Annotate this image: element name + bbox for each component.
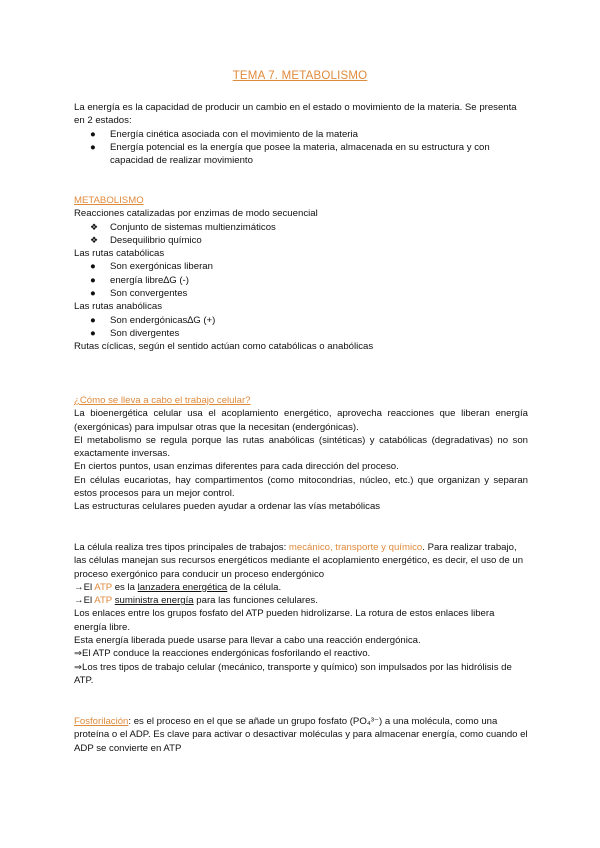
intro-paragraph: La energía es la capacidad de producir un cambio en el estado o movimiento de la materia. Se presenta en 2 estados: bbox=[74, 102, 517, 127]
term-heading: Fosforilación bbox=[74, 716, 129, 727]
bullet-icon: ● bbox=[90, 288, 96, 300]
atp-term: ATP bbox=[94, 595, 113, 607]
paragraph: ⇒Los tres tipos de trabajo celular (mecánico, transporte y químico) son impulsados por las hidrólisis de ATP. bbox=[74, 661, 512, 686]
paragraph: La bioenergética celular usa el acoplamiento energético, aprovecha reacciones que liberan energía (exergónicas) para impulsar otras que la necesitan (endergónicas). bbox=[74, 408, 528, 433]
underlined-term: lanzadera energética bbox=[137, 581, 228, 593]
intro-section bbox=[74, 101, 528, 167]
metabolismo-line: Reacciones catalizadas por enzimas de modo secuencial bbox=[74, 208, 318, 220]
bullet-icon: ● bbox=[90, 274, 96, 286]
diamond-icon: ❖ bbox=[90, 234, 99, 245]
paragraph: ⇒El ATP conduce la reacciones endergónicas fosforilando el reactivo. bbox=[74, 648, 371, 660]
metabolismo-section bbox=[74, 194, 528, 354]
paragraph: El metabolismo se regula porque las rutas anabólicas (sintéticas) y catabólicas (degradativas) no son exactamente inversas. bbox=[74, 434, 528, 460]
list-item: ● Son convergentes bbox=[90, 288, 188, 300]
enzyme-list bbox=[74, 221, 528, 248]
paragraph: Los enlaces entre los grupos fosfato del ATP pueden hidrolizarse. La rotura de estos enlaces libera energía libre. bbox=[74, 608, 495, 633]
catabolic-list bbox=[74, 260, 528, 300]
atp-line: →El ATP es la lanzadera energética de la célula. bbox=[74, 581, 282, 593]
paragraph: Las estructuras celulares pueden ayudar a ordenar las vías metabólicas bbox=[74, 501, 381, 513]
list-item: ● Son divergentes bbox=[90, 327, 180, 339]
page-title: TEMA 7. METABOLISMO bbox=[232, 70, 368, 82]
list-item: ● energía libre∆G (-) bbox=[90, 274, 189, 286]
list-item: ● Energía potencial es la energía que posee la materia, almacenada en su estructura y con capacidad de realizar movimiento bbox=[90, 141, 490, 167]
anabolic-label: Las rutas anabólicas bbox=[74, 301, 162, 313]
list-item: ● Son endergónicas∆G (+) bbox=[90, 314, 216, 326]
bullet-icon: ● bbox=[90, 128, 96, 140]
list-item: ❖ Desequilibrio químico bbox=[90, 234, 202, 246]
trabajo-section bbox=[74, 394, 528, 514]
list-item: ● Son exergónicas liberan bbox=[90, 261, 213, 273]
underlined-term: suministra energía bbox=[114, 595, 194, 607]
paragraph: La célula realiza tres tipos principales de trabajos: mecánico, transporte y químico. Para realizar trabajo, las células manejan sus recursos energéticos mediante el acoplamiento energético, es decir, el uso de un proceso exergónico para conducir un proceso endergónico bbox=[74, 542, 524, 580]
bullet-icon: ● bbox=[90, 327, 96, 339]
cyclic-routes-text: Rutas cíclicas, según el sentido actúan como catabólicas o anabólicas bbox=[74, 341, 374, 353]
atp-term: ATP bbox=[94, 581, 113, 593]
list-item: ● Energía cinética asociada con el movimiento de la materia bbox=[90, 128, 358, 140]
bullet-icon: ● bbox=[90, 141, 96, 153]
paragraph: Esta energía liberada puede usarse para llevar a cabo una reacción endergónica. bbox=[74, 635, 421, 647]
catabolic-label: Las rutas catabólicas bbox=[74, 248, 165, 260]
paragraph: Fosforilación: es el proceso en el que se añade un grupo fosfato (PO₄³⁻) a una molécula, como una proteína o el ADP. Es clave para activar o desactivar moléculas y para almacenar energía, como cuando el ADP se convierte en ATP bbox=[74, 716, 528, 754]
anabolic-list bbox=[74, 314, 528, 341]
tipos-section bbox=[74, 541, 528, 687]
section-heading: METABOLISMO bbox=[74, 195, 144, 206]
fosforilacion-section bbox=[74, 715, 528, 755]
section-heading: ¿Cómo se lleva a cabo el trabajo celular? bbox=[74, 395, 251, 406]
list-item: ❖ Conjunto de sistemas multienzimáticos bbox=[90, 221, 276, 233]
work-types-highlight: mecánico, transporte y químico bbox=[288, 542, 423, 553]
energy-states-list bbox=[74, 128, 528, 168]
paragraph: En células eucariotas, hay compartimentos (como mitocondrias, núcleo, etc.) que organizan y separan estos procesos para un mejor control. bbox=[74, 474, 528, 500]
bullet-icon: ● bbox=[90, 314, 96, 326]
atp-line: →El ATP suministra energía para las funciones celulares. bbox=[74, 595, 318, 607]
diamond-icon: ❖ bbox=[90, 221, 99, 232]
paragraph: En ciertos puntos, usan enzimas diferentes para cada dirección del proceso. bbox=[74, 461, 399, 473]
bullet-icon: ● bbox=[90, 261, 96, 273]
